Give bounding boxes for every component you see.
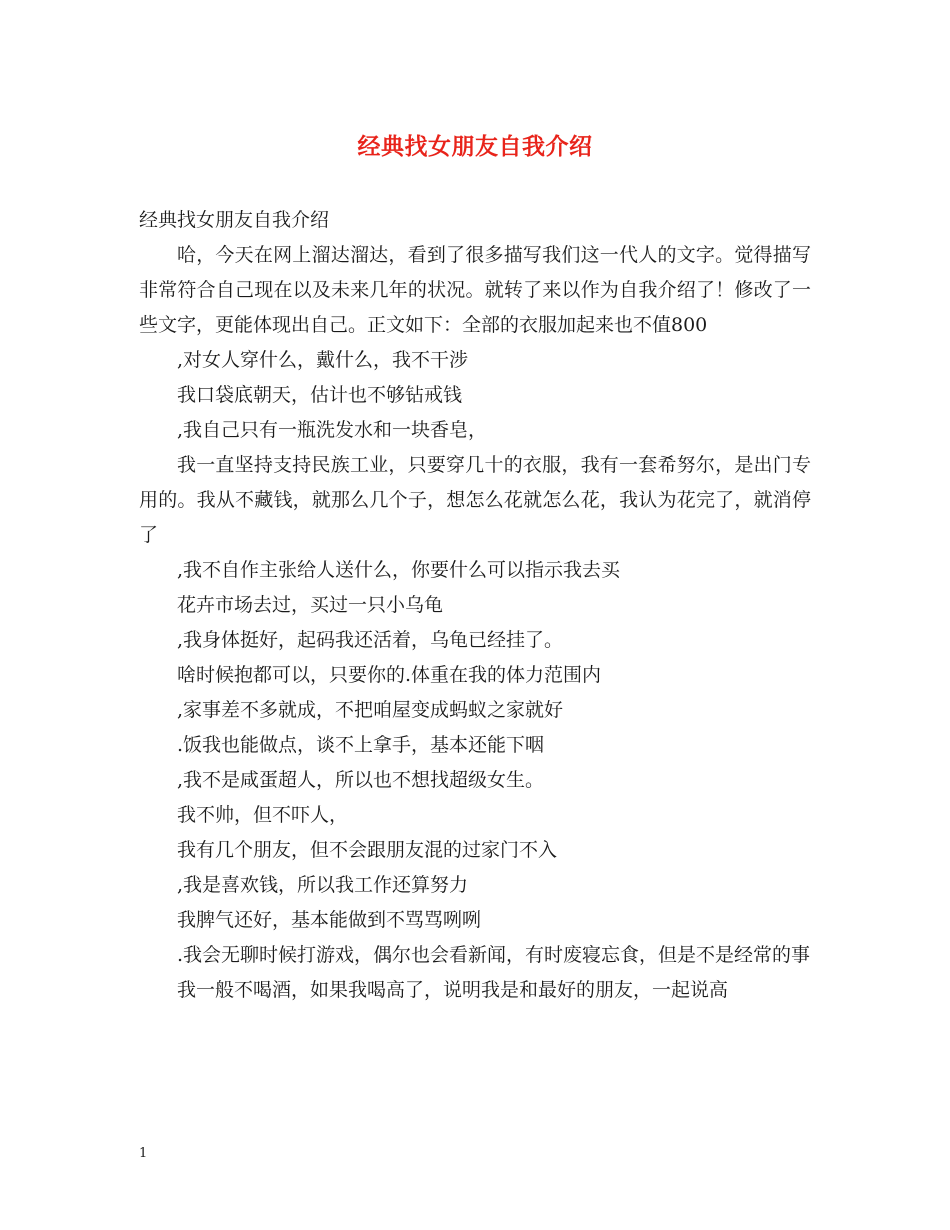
paragraph: 花卉市场去过，买过一只小乌龟 xyxy=(177,594,444,616)
paragraph: ,对女人穿什么，戴什么，我不干涉 xyxy=(177,349,469,371)
paragraph: 我脾气还好，基本能做到不骂骂咧咧 xyxy=(177,909,482,931)
paragraph: 我有几个朋友，但不会跟朋友混的过家门不入 xyxy=(177,839,558,861)
paragraph: ,我自己只有一瓶洗发水和一块香皂， xyxy=(177,419,488,441)
document-title: 经典找女朋友自我介绍 xyxy=(357,133,593,160)
paragraph: 经典找女朋友自我介绍 xyxy=(139,209,330,231)
paragraph: ,家事差不多就成，不把咱屋变成蚂蚁之家就好 xyxy=(177,699,564,721)
paragraph: .我会无聊时候打游戏，偶尔也会看新闻，有时废寝忘食，但是不是经常的事 xyxy=(177,944,811,966)
paragraph: ,我是喜欢钱，所以我工作还算努力 xyxy=(177,874,469,896)
page-number: 1 xyxy=(139,1146,148,1161)
paragraph: 我一般不喝酒，如果我喝高了，说明我是和最好的朋友，一起说高 xyxy=(177,979,729,1001)
paragraph: ,我不是咸蛋超人，所以也不想找超级女生。 xyxy=(177,769,545,791)
paragraph: 啥时候抱都可以，只要你的.体重在我的体力范围内 xyxy=(177,664,602,686)
paragraph: 哈，今天在网上溜达溜达，看到了很多描写我们这一代人的文字。觉得描写非常符合自己现在以及未来几年的状况。就转了来以作为自我介绍了！修改了一些文字，更能体现出自己。正文如下：全部的衣服加起来也不值800 xyxy=(139,244,811,336)
paragraph: .饭我也能做点，谈不上拿手，基本还能下咽 xyxy=(177,734,545,756)
paragraph: ,我身体挺好，起码我还活着，乌龟已经挂了。 xyxy=(177,629,564,651)
paragraph: 我不帅，但不吓人， xyxy=(177,804,349,826)
document-body xyxy=(139,203,811,1008)
paragraph: 我一直坚持支持民族工业，只要穿几十的衣服，我有一套希努尔，是出门专用的。我从不藏钱，就那么几个子，想怎么花就怎么花，我认为花完了，就消停了 xyxy=(139,454,811,546)
paragraph: ,我不自作主张给人送什么，你要什么可以指示我去买 xyxy=(177,559,621,581)
paragraph: 我口袋底朝天，估计也不够钻戒钱 xyxy=(177,384,463,406)
